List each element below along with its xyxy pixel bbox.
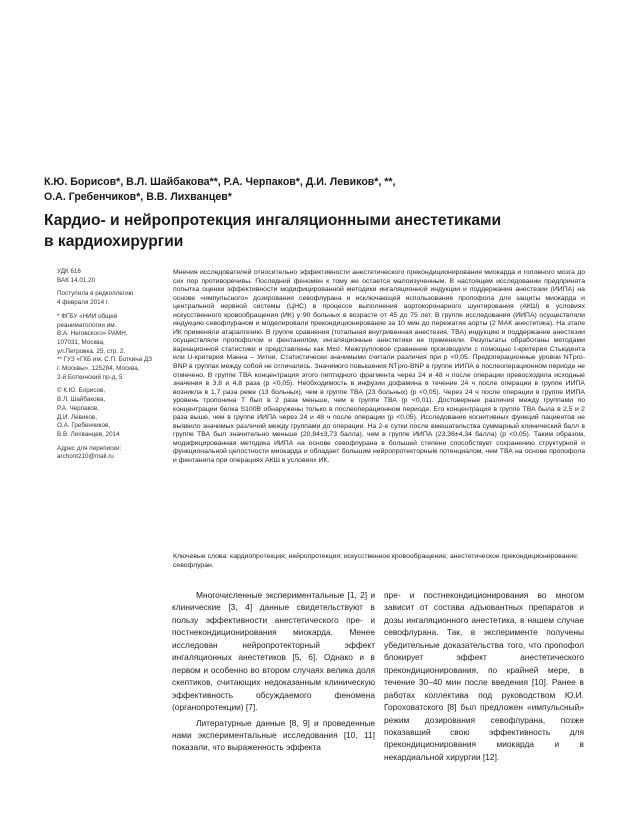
copyright-line: © К.Ю. Борисов, [57,387,106,395]
contact-block [57,445,163,462]
udk-block [57,268,163,285]
affiliation-line: г. Москвы», 125284, Москва, [57,365,140,373]
copyright-line: Д.И. Левиков, [57,413,97,421]
affiliation-line: реаниматологии им. [57,321,117,329]
abstract [173,269,585,466]
vak-line: ВАК 14.01.20 [57,276,96,284]
affiliation-line: 107031, Москва, [57,338,105,346]
authors [44,175,584,205]
copyright-line: В.В. Лихванцев, 2014 [57,430,120,438]
authors-line-2: О.А. Гребенчиков*, В.В. Лихванцев* [44,191,232,203]
copyright-line: О.А. Гребенчиков, [57,422,111,430]
received-line: Поступила в редколлегию [57,290,134,298]
abstract-text: Мнения исследователей относительно эффективности анестетического прекондиционирования миокарда и головного мозга до сих пор противоречивы. Последний феномен к тому же остается малоизученным. В настоящем исследовании предпринята попытка оценки эффективности модифицированной методики ингаляционной индукции и поддержания анестезии (ИИПА) на основе «импульсного» дозирования севофлурана и исключающей использование пропофола для защиты миокарда и центральной нервной системы (ЦНС) в процессе выполнения аортокоронарного шунтирования (АКШ) в условиях искусственного кровообращения (ИК) у 90 больных в возрасте от 45 до 75 лет. В группе исследования (ИИПА) осуществляли индукцию севофлураном и моделировали прекондиционирование за 10 мин до пережатия аорты (2 МАК анестетика). На этапе ИК применяли атаралгезию. В группе сравнения (тотальная внутривенная анестезия, ТВА) индукцию и поддержание анестезии осуществляли пропофолом и фентанилом, ингаляционные анестетики не применяли. Результаты обработаны методами вариационной статистики и представлены как M±σ. Межгрупповое сравнение производили с помощью t-критерия Стьюдента или U-критерия Манна – Уитни. Статистически значимыми считали различия при p <0,05. Предоперационные уровни NTpro-BNP в группах между собой не отличались. Значимого повышения NTpro-BNP в группе ИИПА в послеоперационном периоде не отмечено. В группе ТВА концентрация этого пептидного фрагмента через 24 и 48 ч после операции превосходила исходные значения в 3,8 и 4,8 раза (p <0,05). Необходимость в инфузии дофамина в течение 24 ч после операции в группе ИИПА возникла в 1,7 раза реже (13 больных), чем в группе ТВА (23 больных) (p <0,05). Через 24 ч после операции в группе ИИПА уровень тропонина Т был в 2 раза меньше, чем в группе ТВА (p <0,01). Достоверные различия между группами по концентрации белка S100B обнаружены только в послеоперационном периоде. Его концентрация в группе ТВА была в 2,5 и 2 раза выше, чем в группе ИИПА через 24 и 48 ч после операции (p <0,05). Исследование когнитивных функций пациентов не выявило значимых различий между группами до операции. На 2-е сутки после вмешательства суммарный клинический балл в группе ТВА был значительно меньше (20,84±3,73 балла), чем в группе ИИПА (23,36±4,34 балла) (p <0,05). Таким образом, модифицированная методика ИИПА на основе севофлурана в большей степени способствует сохранению структурной и функциональной целостности миокарда и обладает большим нейропротекторным потенциалом, чем ТВА на основе пропофола и фентанила при операциях АКШ в условиях ИК. [173,269,585,465]
udk-line: УДК 616 [57,268,81,275]
copyright-line: В.Л. Шайбакова, [57,396,106,404]
contact-email: archont210@mail.ru [57,453,114,461]
affiliation-line: ул.Петровка, 25, стр. 2, [57,347,126,355]
received-block [57,290,163,307]
body-paragraph: Многочисленные экспериментальные [1, 2] и клинические [3, 4] данные свидетельствуют в пользу эффективности анестетического пре- и постнекондиционирования миокарда. Менее исследован нейропротекторный эффект ингаляционных анестетиков [5, 6]. Однако и в первом и особенно во втором случаях велика доля скептиков, считающих недоказанным клиническую эффективность обсуждаемого феномена (органопротекции) [7]. [172,590,375,713]
body-paragraph: Литературные данные [8, 9] и проведенные нами экспериментальные исследования [10, 11] показали, что выраженность эффекта [172,717,375,753]
title-line-1: Кардио- и нейропротекция ингаляционными анестетиками [44,212,502,229]
article-sidebar [57,268,163,467]
affiliation-line: 2-й Боткинский пр-д, 5 [57,373,123,381]
affiliation-line: * ФГБУ «НИИ общей [57,312,118,320]
body-column-1 [172,589,375,754]
body-column-2 [384,589,584,763]
received-date: 4 февраля 2014 г. [57,299,110,307]
body-paragraph: пре- и постнекондиционирования во многом зависит от состава адъювантных препаратов и дозы ингаляционного анестетика, в нашем случае севофлурана. Так, в эксперименте получены убедительные доказательства того, что пропофол блокирует эффект анестетического прекондиционирования, по крайней мере, в течение 30–40 мин после введения [10]. Ранее в работах коллектива под руководством Ю.И. Гороховатского [8] был предложен «импульсный» режим дозирования севофлурана, позже показавший свою эффективность для прекондиционирования миокарда и в некардиальной хирургии [12]. [384,590,584,762]
affiliation-line: В.А. Неговского» РАМН, [57,330,128,338]
authors-line-1: К.Ю. Борисов*, В.Л. Шайбакова**, Р.А. Черпаков*, Д.И. Левиков*, **, [44,176,396,188]
contact-label: Адрес для переписки: [57,444,122,452]
title-line-2: в кардиохирургии [44,233,184,250]
copyright-line: Р.А. Черпаков, [57,404,99,412]
affiliation-block [57,313,163,383]
keywords: Ключевые слова: кардиопротекция; нейропротекция; искусственное кровообращение; анестетическое прекондиционирование; севофлуран. [173,553,579,569]
copyright-block [57,387,163,439]
affiliation-line: ** ГУЗ «ГКБ им. С.П. Боткина ДЗ [57,356,153,364]
article-title [44,210,584,252]
